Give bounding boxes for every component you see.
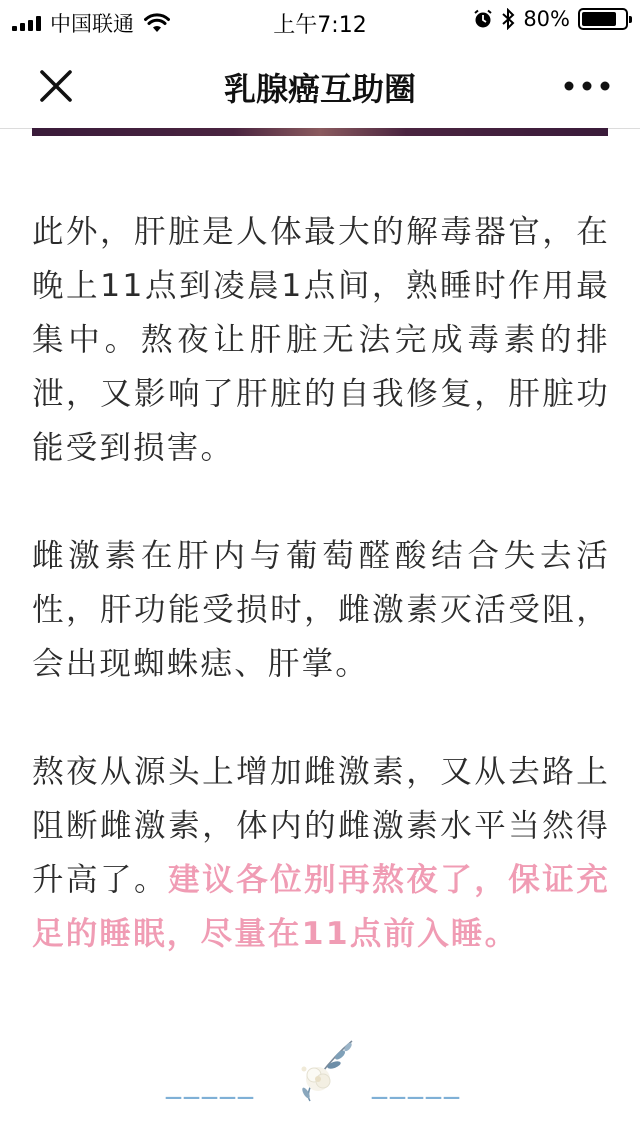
battery-fill	[582, 12, 616, 26]
status-time: 上午7:12	[273, 13, 367, 38]
nav-bar	[0, 40, 640, 129]
article-body	[32, 205, 610, 961]
battery-icon	[578, 8, 628, 30]
battery-percent: 80%	[523, 7, 570, 31]
paragraph-advice-text: 熬夜从源头上增加雌激素，又从去路上阻断雌激素，体内的雌激素水平当然得升高了。	[32, 754, 610, 898]
carrier-label: 中国联通	[50, 12, 134, 36]
status-right	[473, 7, 628, 31]
bluetooth-icon	[501, 8, 515, 30]
paragraph-estrogen: 雌激素在肝内与葡萄醛酸结合失去活性，肝功能受损时，雌激素灭活受阻，会出现蜘蛛痣、肝掌。	[32, 538, 610, 682]
flower-icon	[290, 1035, 360, 1105]
paragraph-advice	[32, 745, 610, 961]
highlight-advice: 建议各位别再熬夜了，保证充足的睡眠，尽量在11点前入睡。	[32, 862, 610, 952]
more-icon[interactable]	[562, 72, 612, 100]
paragraph-liver: 此外，肝脏是人体最大的解毒器官，在晚上11点到凌晨1点间，熟睡时作用最集中。熬夜让肝脏无法完成毒素的排泄，又影响了肝脏的自我修复，肝脏功能受到损害。	[32, 214, 610, 466]
status-bar	[0, 0, 640, 40]
article-image	[32, 128, 608, 136]
alarm-icon	[473, 9, 493, 29]
divider-left-dashes: _____	[166, 1065, 256, 1100]
decorative-divider	[0, 1035, 640, 1105]
divider-right-dashes: _____	[372, 1065, 462, 1100]
page-title: 乳腺癌互助圈	[223, 70, 416, 108]
